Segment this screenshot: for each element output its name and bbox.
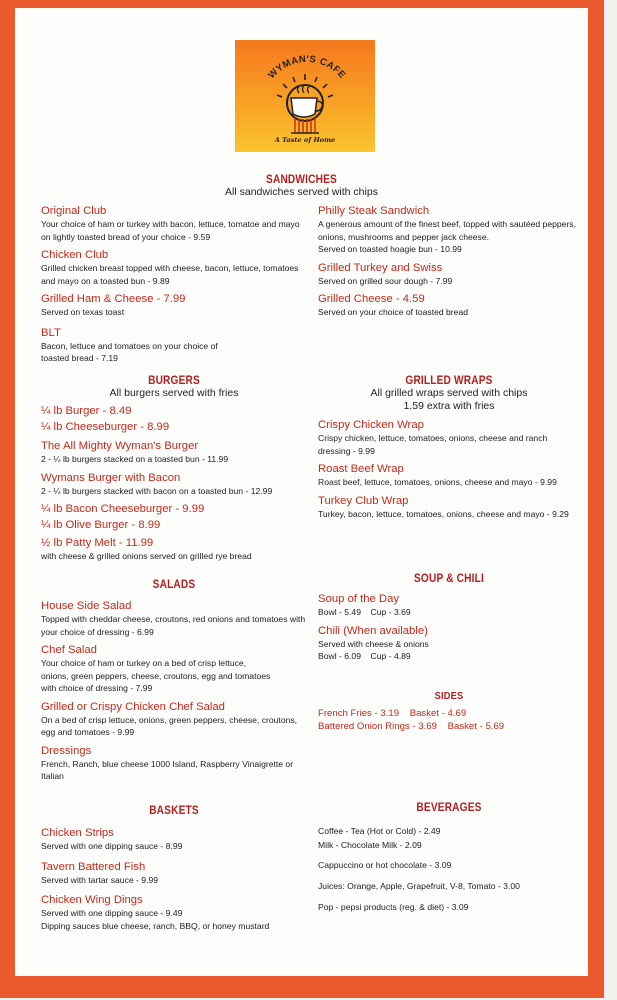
item-description: French, Ranch, blue cheese 1000 Island, Raspberry Vinaigrette or Italian: [41, 758, 294, 781]
item-description: Roast beef, lettuce, tomatoes, onions, cheese and mayo - 9.99: [318, 477, 557, 487]
svg-text:WYMAN'S CAFE: [266, 54, 348, 81]
item-name: BLT: [41, 326, 61, 339]
item-description: 2 - ¼ lb burgers stacked on a toasted bun - 11.99: [41, 454, 229, 464]
menu-item: [318, 204, 580, 256]
sandwiches-right-column: [318, 204, 580, 319]
menu-item: [41, 826, 307, 853]
soup-title: SOUP & CHILI: [414, 573, 484, 585]
side-item: French Fries - 3.19 Basket - 4.69: [318, 708, 467, 719]
soup-chili-section: [318, 573, 580, 663]
logo-tagline: A Taste of Home: [274, 136, 336, 144]
item-name: House Side Salad: [41, 600, 132, 612]
menu-item: [41, 471, 307, 498]
item-description: Served on toasted hoagie bun - 10.99: [318, 244, 462, 254]
item-name: ½ lb Patty Melt - 11.99: [41, 537, 154, 549]
item-description: Crispy chicken, lettuce, tomatoes, onions, cheese and ranch dressing - 9.99: [318, 433, 548, 456]
item-name: Tavern Battered Fish: [41, 860, 146, 873]
menu-item: [41, 700, 307, 739]
item-name: Chicken Strips: [41, 827, 114, 839]
item-description: Bowl - 6.09 Cup - 4.89: [318, 651, 411, 661]
item-description: Dipping sauces blue cheese, ranch, BBQ, or honey mustard: [41, 920, 270, 931]
beverage-item: Cappuccino or hot chocolate - 3.09: [318, 860, 452, 870]
side-item: Battered Onion Rings - 3.69 Basket - 5.69: [318, 721, 505, 732]
item-description: Served with one dipping sauce - 9.49: [41, 908, 183, 918]
item-description: Served with one dipping sauce - 8.99: [41, 841, 183, 851]
item-name: Grilled Cheese - 4.59: [318, 293, 425, 305]
item-name: Philly Steak Sandwich: [318, 205, 430, 217]
item-name: Chili (When available): [318, 624, 428, 637]
item-name: ¼ lb Burger - 8.49: [41, 405, 132, 417]
item-description: Bacon, lettuce and tomatoes on your choice of toasted bread - 7.19: [41, 340, 218, 363]
beverages-section: [318, 802, 580, 913]
menu-item: [318, 462, 580, 489]
burgers-title: BURGERS: [148, 375, 200, 387]
menu-item: [41, 439, 307, 466]
item-name: Roast Beef Wrap: [318, 463, 404, 475]
item-name: Grilled or Crispy Chicken Chef Salad: [41, 700, 225, 713]
item-description: On a bed of crisp lettuce, onions, green peppers, cheese, croutons, egg and tomatoes - 9.99: [41, 714, 298, 737]
item-name: Chef Salad: [41, 644, 97, 656]
menu-item: [318, 418, 580, 457]
item-name: Turkey Club Wrap: [318, 494, 409, 507]
beverage-item: Milk - Chocolate Milk - 2.09: [318, 840, 422, 850]
menu-item: [41, 599, 307, 638]
item-name: The All Mighty Wyman's Burger: [41, 440, 199, 452]
item-name: Wymans Burger with Bacon: [41, 471, 181, 484]
menu-item: [41, 502, 307, 516]
item-description: 2 - ¼ lb burgers stacked with bacon on a toasted bun - 12.99: [41, 485, 273, 496]
sides-title: SIDES: [434, 690, 464, 702]
sandwiches-left-column: [41, 204, 307, 365]
item-description: Served on grilled sour dough - 7.99: [318, 275, 453, 286]
item-name: ¼ lb Bacon Cheeseburger - 9.99: [41, 503, 205, 515]
beverage-item: Pop - pepsi products (reg. & diet) - 3.09: [318, 902, 469, 912]
menu-item: [41, 860, 307, 887]
menu-item: [41, 893, 307, 932]
logo-name: WYMAN'S CAFE: [266, 53, 348, 81]
menu-item: [41, 326, 221, 365]
sandwiches-title: SANDWICHES: [266, 174, 337, 186]
item-name: Grilled Turkey and Swiss: [318, 261, 443, 274]
salads-title: SALADS: [152, 579, 196, 591]
sandwiches-subtitle: All sandwiches served with chips: [225, 186, 378, 198]
item-description: Turkey, bacon, lettuce, tomatoes, onions, cheese and mayo - 9.29: [318, 508, 569, 519]
beverage-item: Coffee - Tea (Hot or Cold) - 2.49: [318, 826, 441, 836]
item-description: Bowl - 5.49 Cup - 3.69: [318, 607, 411, 617]
menu-item: [41, 420, 307, 434]
beverages-title: BEVERAGES: [416, 802, 482, 814]
item-name: ¼ lb Cheeseburger - 8.99: [41, 421, 170, 433]
item-description: Served with tartar sauce - 9.99: [41, 874, 159, 885]
baskets-title: BASKETS: [149, 805, 199, 817]
item-name: Chicken Wing Dings: [41, 894, 143, 906]
sandwiches-header: [15, 174, 588, 199]
beverage-item: Juices: Orange, Apple, Grapefruit, V-8, Tomato - 3.00: [318, 881, 520, 891]
item-description: Served on texas toast: [41, 307, 125, 317]
menu-item: [318, 624, 580, 663]
item-description: Served on your choice of toasted bread: [318, 307, 469, 317]
menu-item: [318, 261, 580, 288]
sides-section: [318, 690, 580, 733]
item-name: Chicken Club: [41, 249, 109, 261]
item-description: Grilled chicken breast topped with cheese, bacon, lettuce, tomatoes and mayo on a toasted bun - 9.89: [41, 263, 299, 286]
item-name: Original Club: [41, 205, 107, 217]
menu-card: [15, 8, 588, 976]
menu-item: [318, 292, 580, 319]
menu-item: [41, 536, 307, 563]
cafe-logo: [235, 40, 375, 152]
item-name: Dressings: [41, 744, 92, 757]
item-description: Your choice of ham or turkey with bacon, lettuce, tomatoe and mayo on lightly toasted bread of your choice - 9.59: [41, 219, 300, 242]
burgers-subtitle: All burgers served with fries: [109, 387, 239, 399]
burgers-section: [41, 375, 307, 563]
baskets-section: [41, 805, 307, 932]
menu-item: [41, 744, 307, 783]
item-description: Your choice of ham or turkey on a bed of crisp lettuce, onions, green peppers, cheese, croutons, egg and tomatoes with choice of dressing - 7.99: [41, 658, 271, 693]
item-name: Crispy Chicken Wrap: [318, 419, 424, 431]
item-description: A generous amount of the finest beef, topped with sautéed peppers, onions, mushrooms and pepper jack cheese.: [318, 219, 576, 242]
item-description: Served with cheese & onions: [318, 638, 429, 649]
wraps-title: GRILLED WRAPS: [405, 375, 493, 387]
menu-item: [41, 248, 307, 287]
item-name: Grilled Ham & Cheese - 7.99: [41, 293, 186, 305]
menu-item: [318, 592, 580, 619]
item-description: with cheese & grilled onions served on grilled rye bread: [41, 551, 252, 561]
salads-section: [41, 579, 307, 783]
menu-item: [41, 292, 307, 319]
menu-item: [41, 643, 307, 695]
item-name: ¼ lb Olive Burger - 8.99: [41, 519, 161, 531]
wraps-subtitle: All grilled wraps served with chips: [370, 387, 528, 399]
menu-item: [41, 404, 307, 418]
wraps-subtitle-extra: 1.59 extra with fries: [403, 400, 495, 412]
item-description: Topped with cheddar cheese, croutons, red onions and tomatoes with your choice of dressing - 6.99: [41, 614, 306, 637]
menu-item: [318, 494, 580, 521]
grilled-wraps-section: [318, 375, 580, 520]
menu-item: [41, 204, 307, 243]
menu-item: [41, 518, 307, 532]
item-name: Soup of the Day: [318, 593, 400, 605]
